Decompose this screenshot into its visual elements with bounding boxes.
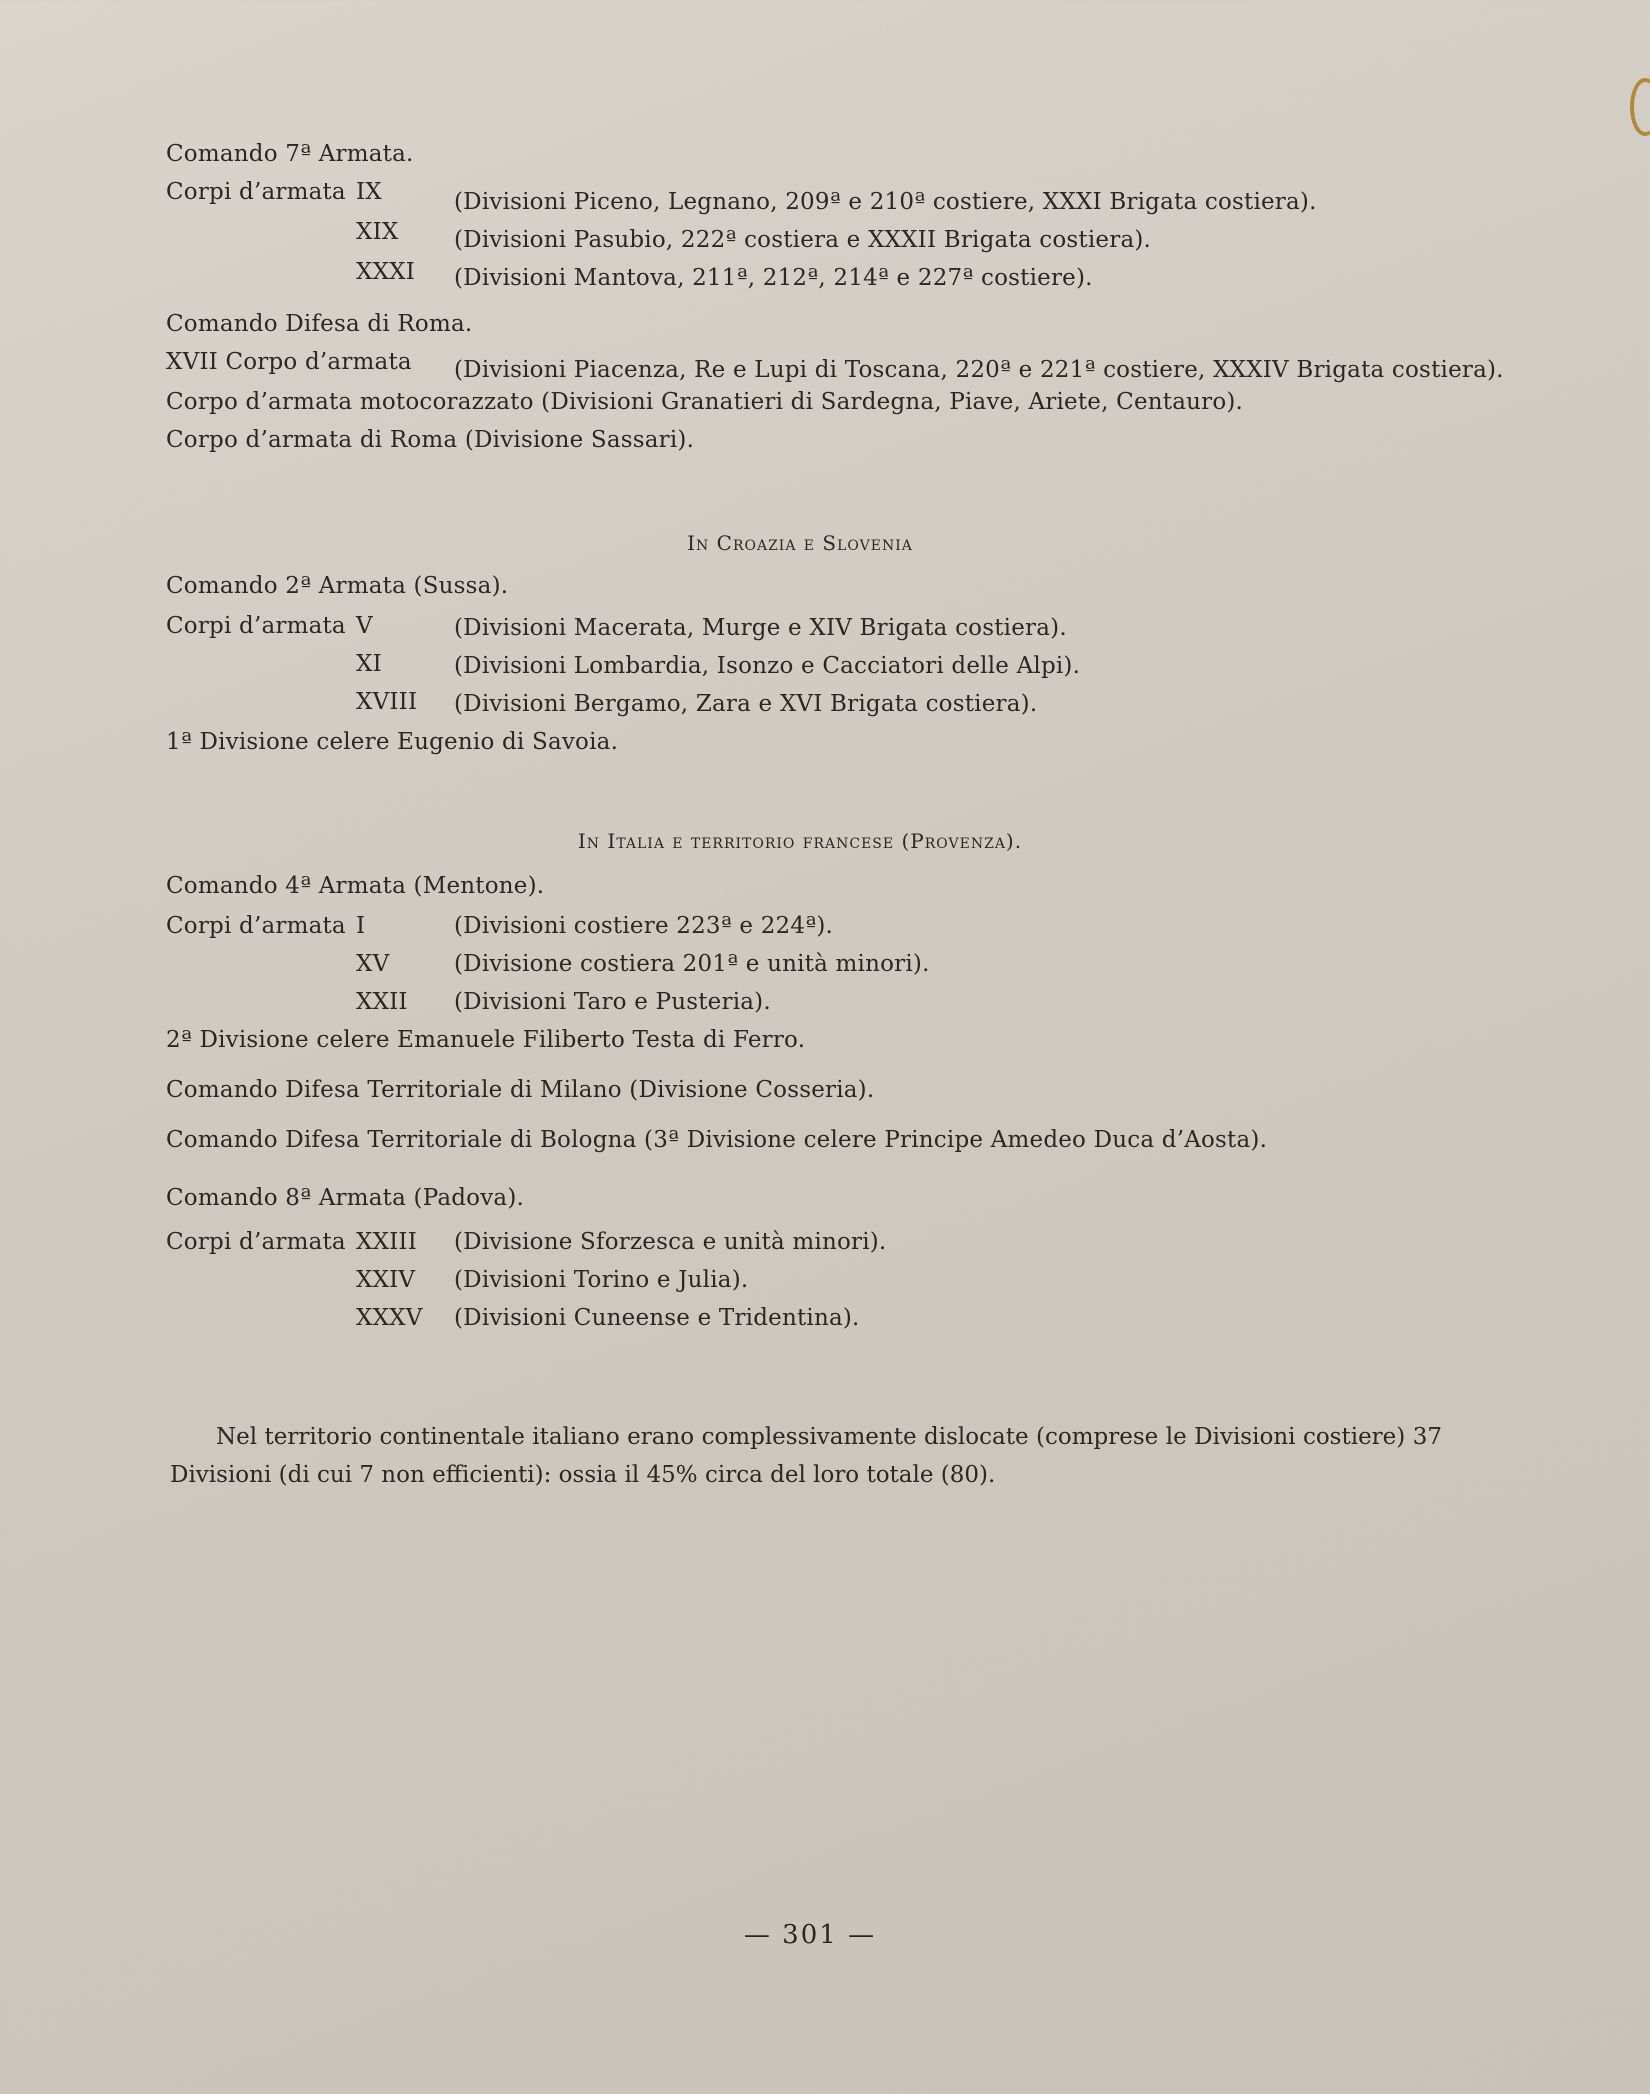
corpo-divisions: (Divisioni Lombardia, Isonzo e Cacciatori delle Alpi). [454, 653, 1081, 679]
corpo-motocorazzato: Corpo d’armata motocorazzato (Divisioni Granatieri di Sardegna, Piave, Ariete, Centauro). [166, 389, 1244, 415]
corpo-divisions: (Divisioni Macerata, Murge e XIV Brigata costiera). [454, 615, 1067, 641]
corpo-number: XVIII [356, 689, 418, 715]
corpo-divisions: (Divisione Sforzesca e unità minori). [454, 1229, 887, 1255]
corpo-di-roma: Corpo d’armata di Roma (Divisione Sassari). [166, 427, 695, 453]
comando-difesa-bologna: Comando Difesa Territoriale di Bologna (3ª Divisione celere Principe Amedeo Duca d’Aosta). [166, 1127, 1268, 1153]
corpo-number: XV [356, 951, 390, 977]
corpo-divisions: (Divisioni Pasubio, 222ª costiera e XXXII Brigata costiera). [454, 227, 1152, 253]
corpo-divisions: (Divisioni Piceno, Legnano, 209ª e 210ª costiere, XXXI Brigata costiera). [454, 189, 1317, 215]
divisione-celere-emanuele: 2ª Divisione celere Emanuele Filiberto Testa di Ferro. [166, 1027, 806, 1053]
comando-2-armata: Comando 2ª Armata (Sussa). [166, 573, 509, 599]
corpi-label: Corpi d’armata [166, 613, 346, 639]
corpo-number: IX [356, 179, 382, 205]
corpo-divisions: (Divisioni Torino e Julia). [454, 1267, 749, 1293]
corpo-number: XXIV [356, 1267, 416, 1293]
corpo-divisions: (Divisioni Bergamo, Zara e XVI Brigata costiera). [454, 691, 1038, 717]
section-heading-croazia: In Croazia e Slovenia [687, 531, 913, 555]
divisione-celere-savoia: 1ª Divisione celere Eugenio di Savoia. [166, 729, 619, 755]
corpi-label: Corpi d’armata [166, 913, 346, 939]
corpo-divisions: (Divisioni costiere 223ª e 224ª). [454, 913, 834, 939]
corpo-divisions: (Divisioni Taro e Pusteria). [454, 989, 771, 1015]
comando-7-armata: Comando 7ª Armata. [166, 141, 414, 167]
comando-8-armata: Comando 8ª Armata (Padova). [166, 1185, 525, 1211]
corpo-divisions: (Divisioni Mantova, 211ª, 212ª, 214ª e 227ª costiere). [454, 265, 1093, 291]
page-number: — 301 — [743, 1920, 877, 1950]
xvii-corpo-label: XVII Corpo d’armata [166, 349, 412, 375]
corpo-number: V [356, 613, 373, 639]
corpo-number: XXII [356, 989, 408, 1015]
corpo-number: XI [356, 651, 382, 677]
corpo-divisions: (Divisione costiera 201ª e unità minori). [454, 951, 930, 977]
section-heading-italia: In Italia e territorio francese (Provenza). [577, 829, 1023, 853]
corpo-divisions: (Divisioni Cuneense e Tridentina). [454, 1305, 860, 1331]
comando-4-armata: Comando 4ª Armata (Mentone). [166, 873, 545, 899]
binder-ring-icon [1630, 78, 1650, 136]
corpo-number: XXIII [356, 1229, 418, 1255]
comando-difesa-milano: Comando Difesa Territoriale di Milano (Divisione Cosseria). [166, 1077, 875, 1103]
xvii-corpo-divisions: (Divisioni Piacenza, Re e Lupi di Toscana, 220ª e 221ª costiere, XXXIV Brigata costiera). [454, 357, 1504, 383]
corpi-label: Corpi d’armata [166, 179, 346, 205]
corpi-label: Corpi d’armata [166, 1229, 346, 1255]
corpo-number: I [356, 913, 366, 939]
corpo-number: XIX [356, 219, 399, 245]
comando-difesa-roma: Comando Difesa di Roma. [166, 311, 473, 337]
corpo-number: XXXI [356, 259, 416, 285]
summary-paragraph: Nel territorio continentale italiano erano complessivamente dislocate (comprese le Divisioni costiere) 37 Divisioni (di cui 7 non efficienti): ossia il 45% circa del loro totale (80). [170, 1424, 1442, 1488]
corpo-number: XXXV [356, 1305, 423, 1331]
